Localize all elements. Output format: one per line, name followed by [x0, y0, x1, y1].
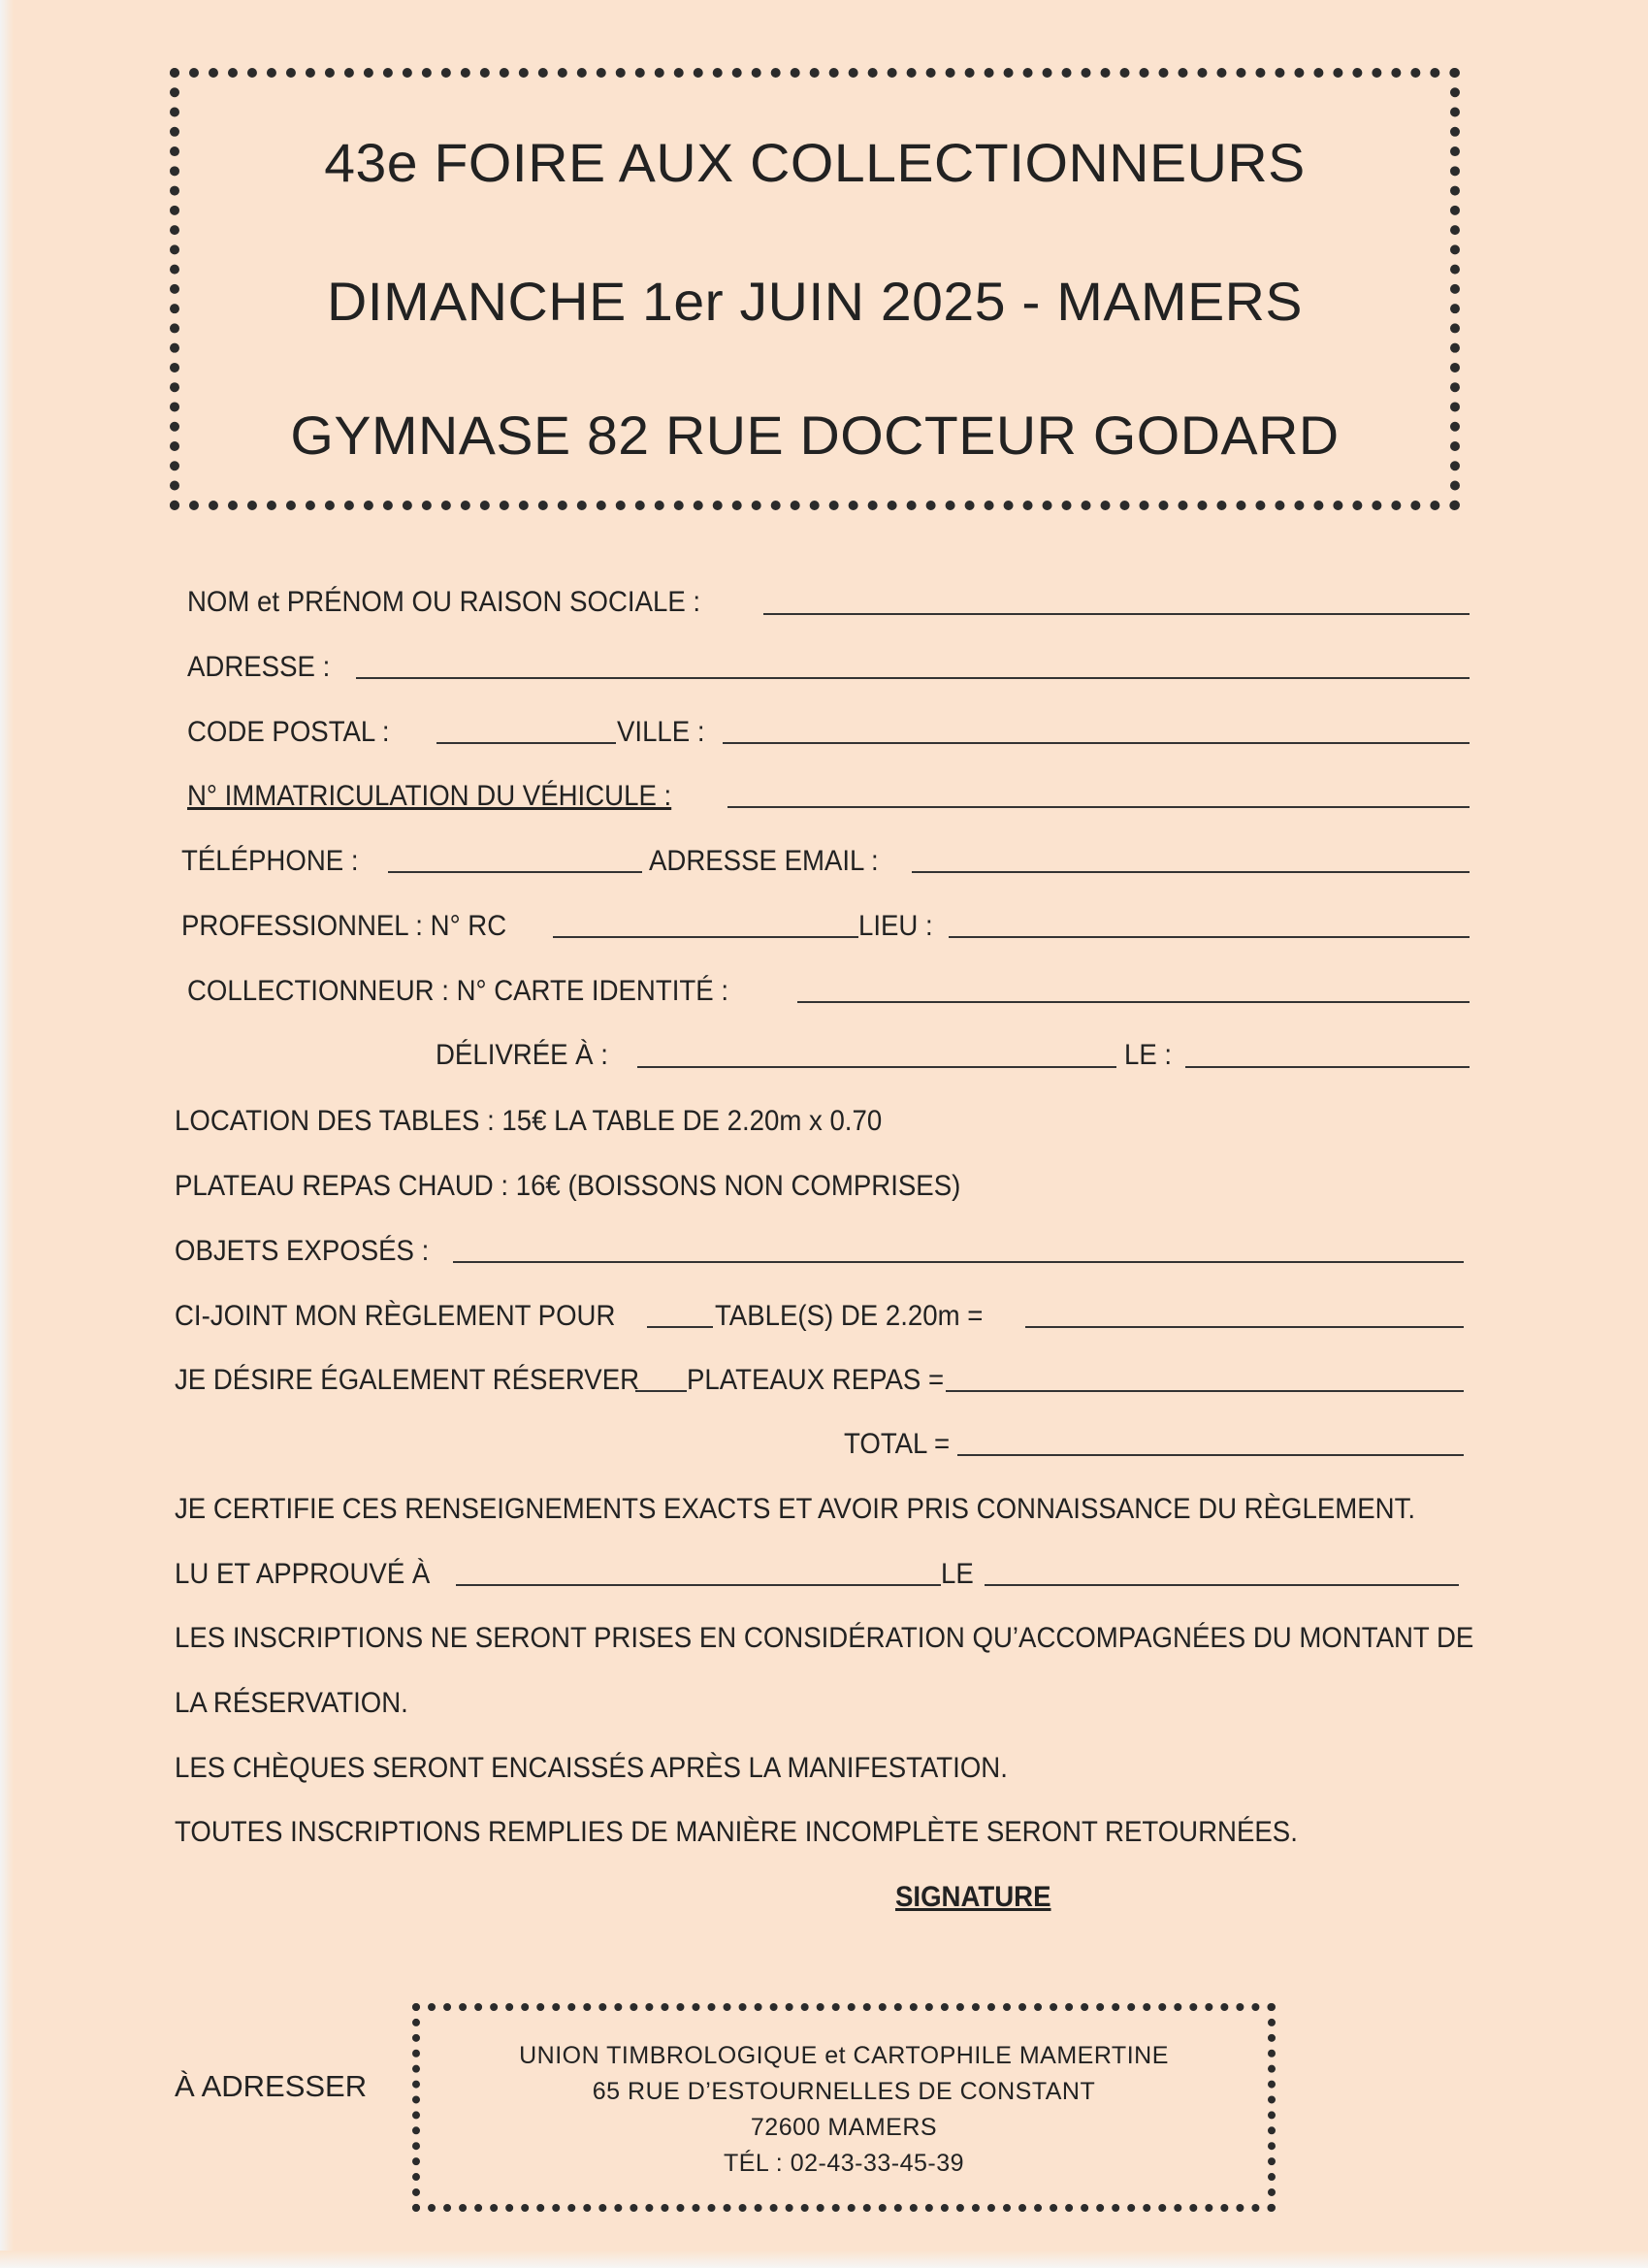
reglement-label: CI-JOINT MON RÈGLEMENT POUR — [175, 1300, 616, 1332]
page-edge — [0, 0, 14, 2268]
ville-field[interactable] — [723, 742, 1470, 744]
email-field[interactable] — [912, 871, 1470, 873]
event-date: DIMANCHE 1er JUIN 2025 - MAMERS — [326, 271, 1304, 332]
telephone-label: TÉLÉPHONE : — [181, 845, 359, 877]
certifie-text: JE CERTIFIE CES RENSEIGNEMENTS EXACTS ET AVOIR PRIS CONNAISSANCE DU RÈGLEMENT. — [175, 1493, 1416, 1525]
event-title: 43e FOIRE AUX COLLECTIONNEURS — [324, 132, 1306, 193]
adresse-field[interactable] — [356, 677, 1470, 679]
plateaux-label: PLATEAUX REPAS = — [687, 1364, 945, 1396]
plateaux-amount-field[interactable] — [946, 1390, 1464, 1392]
association-name: UNION TIMBROLOGIQUE et CARTOPHILE MAMERTINE — [519, 2042, 1169, 2069]
rc-field[interactable] — [553, 936, 858, 938]
plateau-text: PLATEAU REPAS CHAUD : 16€ (BOISSONS NON COMPRISES) — [175, 1170, 961, 1202]
association-phone: TÉL : 02-43-33-45-39 — [723, 2150, 965, 2177]
header-box — [170, 68, 1460, 510]
cheques-text: LES CHÈQUES SERONT ENCAISSÉS APRÈS LA MANIFESTATION. — [175, 1752, 1008, 1784]
objets-field[interactable] — [453, 1261, 1464, 1263]
tables-label: TABLE(S) DE 2.20m = — [715, 1300, 984, 1332]
immatriculation-label: N° IMMATRICULATION DU VÉHICULE : — [187, 780, 672, 812]
lu-lieu-field[interactable] — [456, 1584, 941, 1586]
inscriptions-text-cont: LA RÉSERVATION. — [175, 1687, 408, 1719]
delivree-field[interactable] — [637, 1066, 1116, 1068]
professionnel-label: PROFESSIONNEL : N° RC — [181, 910, 507, 942]
objets-label: OBJETS EXPOSÉS : — [175, 1235, 430, 1267]
carte-identite-field[interactable] — [797, 1001, 1470, 1003]
immatriculation-field[interactable] — [727, 806, 1470, 808]
total-label: TOTAL = — [844, 1428, 951, 1460]
email-label: ADRESSE EMAIL : — [649, 845, 879, 877]
lieu-field[interactable] — [949, 936, 1470, 938]
ville-label: VILLE : — [617, 716, 705, 748]
location-text: LOCATION DES TABLES : 15€ LA TABLE DE 2.20m x 0.70 — [175, 1105, 883, 1137]
address-box — [412, 2003, 1276, 2212]
signature-label: SIGNATURE — [895, 1881, 1051, 1913]
page-edge — [0, 2251, 1648, 2268]
plateaux-count-field[interactable] — [635, 1390, 687, 1392]
le-field[interactable] — [1185, 1066, 1470, 1068]
inscriptions-text: LES INSCRIPTIONS NE SERONT PRISES EN CONSIDÉRATION QU’ACCOMPAGNÉES DU MONTANT DE — [175, 1622, 1474, 1654]
code-postal-label: CODE POSTAL : — [187, 716, 390, 748]
tables-count-field[interactable] — [647, 1326, 713, 1328]
le-label: LE : — [1124, 1039, 1173, 1071]
association-street: 65 RUE D’ESTOURNELLES DE CONSTANT — [592, 2078, 1096, 2105]
incomplete-text: TOUTES INSCRIPTIONS REMPLIES DE MANIÈRE INCOMPLÈTE SERONT RETOURNÉES. — [175, 1816, 1298, 1848]
total-field[interactable] — [957, 1454, 1464, 1456]
lu-date-field[interactable] — [985, 1584, 1459, 1586]
reserver-label: JE DÉSIRE ÉGALEMENT RÉSERVER — [175, 1364, 640, 1396]
lu-le-label: LE — [941, 1558, 974, 1590]
event-venue: GYMNASE 82 RUE DOCTEUR GODARD — [290, 405, 1340, 466]
adresse-label: ADRESSE : — [187, 651, 331, 683]
collectionneur-label: COLLECTIONNEUR : N° CARTE IDENTITÉ : — [187, 975, 729, 1007]
address-label: À ADRESSER — [175, 2069, 368, 2103]
tables-amount-field[interactable] — [1025, 1326, 1464, 1328]
association-city: 72600 MAMERS — [750, 2114, 938, 2141]
lu-label: LU ET APPROUVÉ À — [175, 1558, 431, 1590]
nom-label: NOM et PRÉNOM OU RAISON SOCIALE : — [187, 586, 701, 618]
nom-field[interactable] — [763, 613, 1470, 615]
delivree-label: DÉLIVRÉE À : — [436, 1039, 608, 1071]
code-postal-field[interactable] — [436, 742, 616, 744]
telephone-field[interactable] — [388, 871, 642, 873]
lieu-label: LIEU : — [858, 910, 933, 942]
